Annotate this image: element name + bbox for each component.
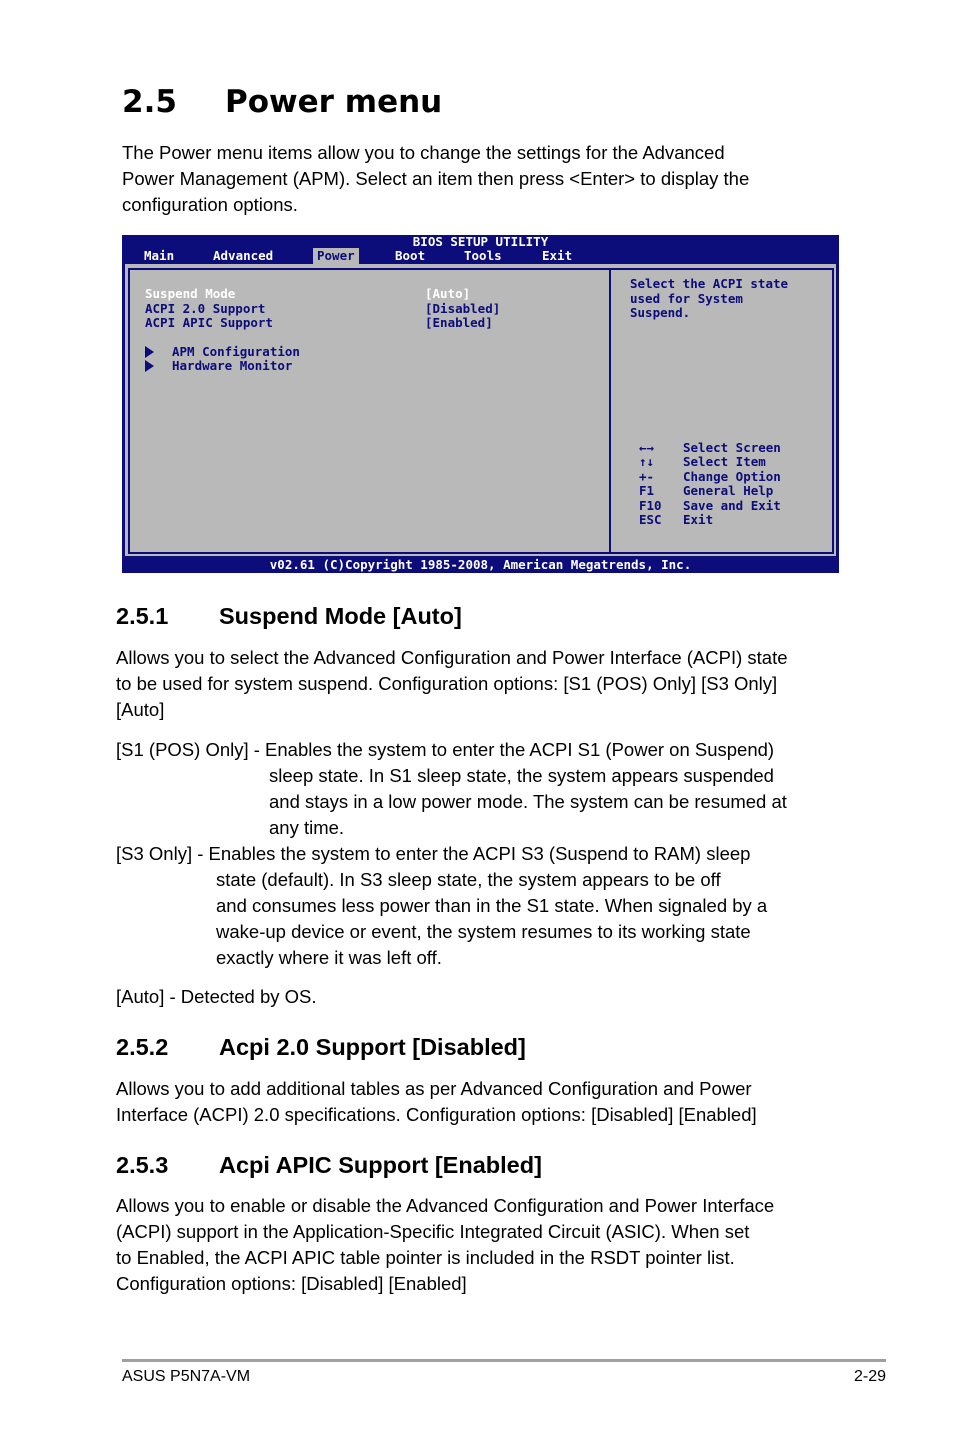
left-right-arrows-icon: ←→ xyxy=(639,440,655,455)
option-line: wake-up device or event, the system resumes to its working state xyxy=(216,921,751,942)
subsection-title: Suspend Mode [Auto] xyxy=(219,603,462,629)
setting-value-suspend-mode[interactable]: [Auto] xyxy=(425,286,471,301)
setting-value-acpi-20[interactable]: [Disabled] xyxy=(425,301,501,316)
bios-menu-exit[interactable]: Exit xyxy=(542,248,573,263)
option-line: and stays in a low power mode. The system can be resumed at xyxy=(269,791,787,812)
option-s1-description xyxy=(116,737,836,841)
option-line: exactly where it was left off. xyxy=(216,947,442,968)
submenu-hardware-monitor[interactable]: Hardware Monitor xyxy=(172,358,293,373)
setting-label-acpi-apic[interactable]: ACPI APIC Support xyxy=(145,315,273,330)
subsection-heading xyxy=(116,603,462,630)
body-line: to be used for system suspend. Configuration options: [S1 (POS) Only] [S3 Only] xyxy=(116,673,778,694)
body-line: Allows you to enable or disable the Advanced Configuration and Power Interface xyxy=(116,1195,775,1216)
body-line: [Auto] xyxy=(116,699,165,720)
option-s3-description xyxy=(116,841,836,971)
subsection-title: Acpi APIC Support [Enabled] xyxy=(219,1152,542,1178)
bios-menu-advanced[interactable]: Advanced xyxy=(213,248,274,263)
option-line: [S3 Only] - Enables the system to enter the ACPI S3 (Suspend to RAM) sleep xyxy=(116,843,751,864)
subsection-number: 2.5.1 xyxy=(116,603,169,629)
subsection-body xyxy=(116,1193,836,1297)
setting-label-suspend-mode[interactable]: Suspend Mode xyxy=(145,286,236,301)
bios-menu-power[interactable]: Power xyxy=(313,248,359,264)
key-name: F1 xyxy=(639,483,655,498)
bios-title: BIOS SETUP UTILITY xyxy=(412,234,549,249)
key-name: F10 xyxy=(639,498,662,513)
body-line: Configuration options: [Disabled] [Enabled] xyxy=(116,1273,467,1294)
section-heading xyxy=(122,84,442,120)
bios-settings-panel xyxy=(125,264,612,556)
setting-value-acpi-apic[interactable]: [Enabled] xyxy=(425,315,493,330)
help-line: used for System xyxy=(630,291,743,306)
bios-menu-tools[interactable]: Tools xyxy=(464,248,502,263)
key-desc: Select Item xyxy=(683,454,766,469)
option-line: [S1 (POS) Only] - Enables the system to enter the ACPI S1 (Power on Suspend) xyxy=(116,739,775,760)
key-desc: Select Screen xyxy=(683,440,781,455)
help-line: Select the ACPI state xyxy=(630,276,789,291)
option-line: state (default). In S3 sleep state, the system appears to be off xyxy=(216,869,721,890)
body-line: Allows you to select the Advanced Configuration and Power Interface (ACPI) state xyxy=(116,647,788,668)
key-desc: Save and Exit xyxy=(683,498,781,513)
intro-paragraph xyxy=(122,140,822,218)
key-name: +- xyxy=(639,469,655,484)
option-auto-description: [Auto] - Detected by OS. xyxy=(116,986,317,1007)
key-name: ESC xyxy=(639,512,662,527)
section-number: 2.5 xyxy=(122,84,177,120)
subsection-number: 2.5.3 xyxy=(116,1152,169,1178)
section-title: Power menu xyxy=(225,84,443,120)
option-line: any time. xyxy=(269,817,345,838)
bios-help-panel xyxy=(609,264,836,556)
subsection-heading xyxy=(116,1034,526,1061)
body-line: Interface (ACPI) 2.0 specifications. Configuration options: [Disabled] [Enabled] xyxy=(116,1104,757,1125)
body-line: to Enabled, the ACPI APIC table pointer is included in the RSDT pointer list. xyxy=(116,1247,735,1268)
subsection-number: 2.5.2 xyxy=(116,1034,169,1060)
bios-menu-boot[interactable]: Boot xyxy=(395,248,426,263)
intro-line: Power Management (APM). Select an item then press <Enter> to display the xyxy=(122,168,750,189)
subsection-body xyxy=(116,1076,836,1128)
option-line: and consumes less power than in the S1 state. When signaled by a xyxy=(216,895,768,916)
footer-page-number: 2-29 xyxy=(853,1368,886,1385)
submenu-apm-configuration[interactable]: APM Configuration xyxy=(172,344,300,359)
key-desc: Exit xyxy=(683,512,714,527)
subsection-heading xyxy=(116,1152,542,1179)
bios-menu-main[interactable]: Main xyxy=(144,248,175,263)
intro-line: The Power menu items allow you to change the settings for the Advanced xyxy=(122,142,725,163)
body-line: Allows you to add additional tables as per Advanced Configuration and Power xyxy=(116,1078,752,1099)
body-line: (ACPI) support in the Application-Specific Integrated Circuit (ASIC). When set xyxy=(116,1221,750,1242)
footer-divider xyxy=(122,1359,886,1362)
help-line: Suspend. xyxy=(630,305,691,320)
up-down-arrows-icon: ↑↓ xyxy=(639,454,655,469)
subsection-body xyxy=(116,645,836,723)
footer-product: ASUS P5N7A-VM xyxy=(122,1368,251,1385)
submenu-arrow-icon xyxy=(145,360,154,372)
intro-line: configuration options. xyxy=(122,194,298,215)
bios-screen xyxy=(122,235,839,573)
bios-menubar xyxy=(122,248,839,264)
option-line: sleep state. In S1 sleep state, the system appears suspended xyxy=(269,765,774,786)
submenu-arrow-icon xyxy=(145,346,154,358)
key-desc: General Help xyxy=(683,483,774,498)
subsection-title: Acpi 2.0 Support [Disabled] xyxy=(219,1034,526,1060)
key-desc: Change Option xyxy=(683,469,781,484)
setting-label-acpi-20[interactable]: ACPI 2.0 Support xyxy=(145,301,266,316)
bios-copyright: v02.61 (C)Copyright 1985-2008, American Megatrends, Inc. xyxy=(269,557,692,572)
